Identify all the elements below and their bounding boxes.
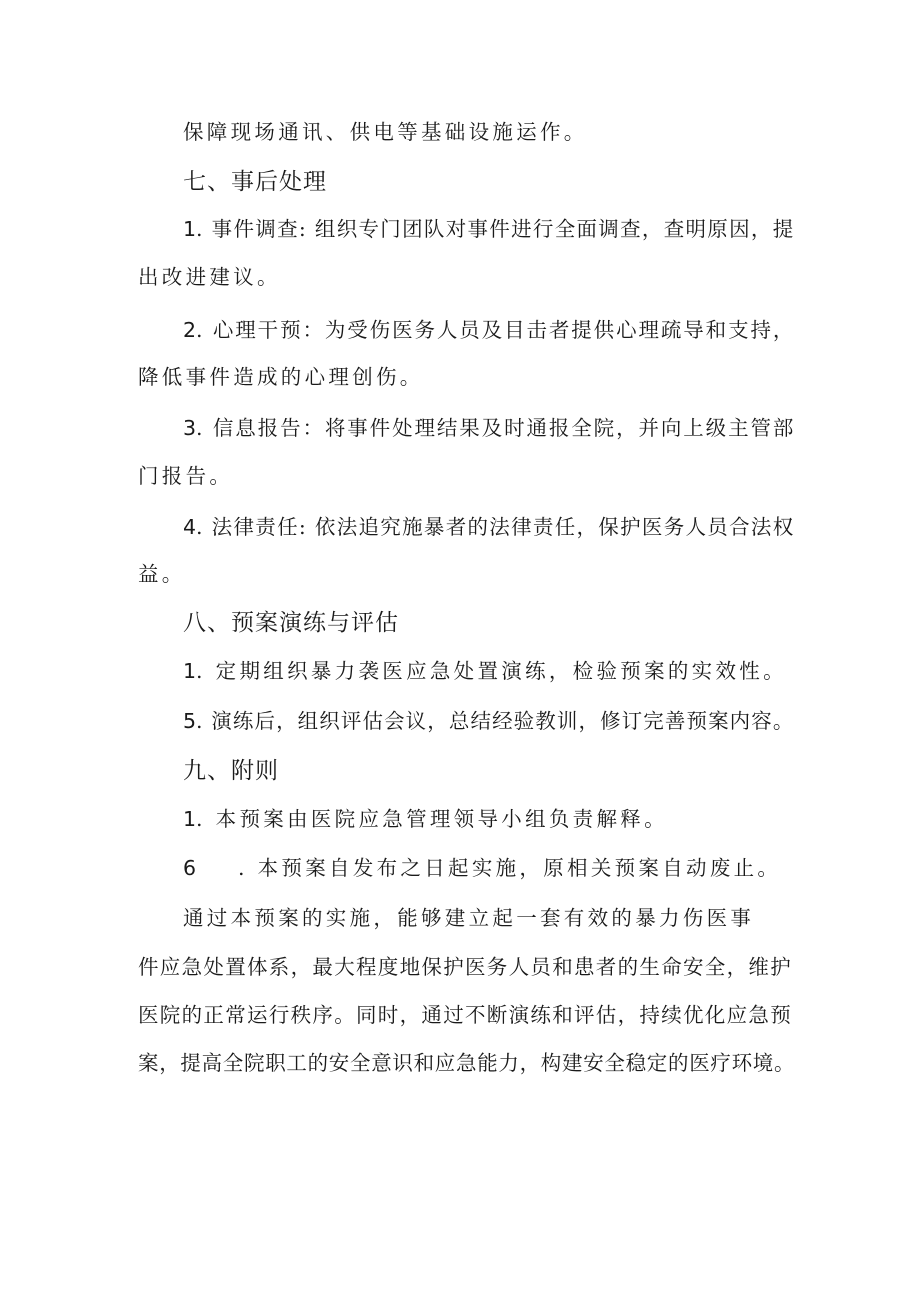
item-text: . 演练后，组织评估会议，总结经验教训，修订完善预案内容。 (196, 709, 795, 733)
section-7-item-3 (183, 415, 795, 441)
conclusion-line-1: 通过本预案的实施，能够建立起一套有效的暴力伤医事 (183, 906, 755, 930)
item-text: . 本预案自发布之日起实施，原相关预案自动废止。 (238, 856, 782, 880)
item-text: . 心理干预：为受伤医务人员及目击者提供心理疏导和支持， (196, 318, 796, 342)
section-7-item-3-cont: 门报告。 (138, 464, 234, 488)
item-number: 1 (183, 217, 197, 241)
item-text: . 信息报告：将事件处理结果及时通报全院，并向上级主管部 (196, 416, 796, 440)
conclusion-line-4: 案，提高全院职工的安全意识和应急能力，构建安全稳定的医疗环境。 (138, 1051, 796, 1075)
section-7-item-4-cont: 益。 (138, 562, 186, 586)
item-number: 6 (183, 856, 197, 880)
item-text: . 法律责任: 依法追究施暴者的法律责任，保护医务人员合法权 (196, 515, 795, 539)
section-9-item-1 (183, 806, 668, 832)
conclusion-line-2: 件应急处置体系，最大程度地保护医务人员和患者的生命安全，维护 (138, 955, 792, 979)
item-number: 3 (183, 416, 197, 440)
section-7-item-1-cont: 出改进建议。 (138, 265, 281, 289)
section-9-item-2 (183, 855, 781, 881)
item-number: 2 (183, 318, 197, 342)
section-7-item-2 (183, 317, 795, 343)
section-8-heading: 八、预案演练与评估 (183, 610, 399, 636)
item-text: . 本预案由医院应急管理领导小组负责解释。 (196, 807, 668, 831)
section-7-item-1 (183, 216, 795, 242)
section-7-heading: 七、事后处理 (183, 169, 327, 195)
conclusion-line-3: 医院的正常运行秩序。同时，通过不断演练和评估，持续优化应急预 (138, 1003, 792, 1027)
section-9-heading: 九、附则 (183, 758, 279, 784)
item-text: . 事件调查: 组织专门团队对事件进行全面调查，查明原因，提 (196, 217, 795, 241)
section-8-item-1 (183, 658, 787, 684)
section-7-item-2-cont: 降低事件造成的心理创伤。 (138, 365, 424, 389)
section-8-item-2 (183, 708, 794, 734)
item-number: 4 (183, 515, 197, 539)
section-7-item-4 (183, 514, 795, 540)
item-number: 5 (183, 709, 197, 733)
item-number: 1 (183, 659, 197, 683)
item-text: . 定期组织暴力袭医应急处置演练，检验预案的实效性。 (196, 659, 787, 683)
continuation-text: 保障现场通讯、供电等基础设施运作。 (183, 120, 588, 144)
item-number: 1 (183, 807, 197, 831)
